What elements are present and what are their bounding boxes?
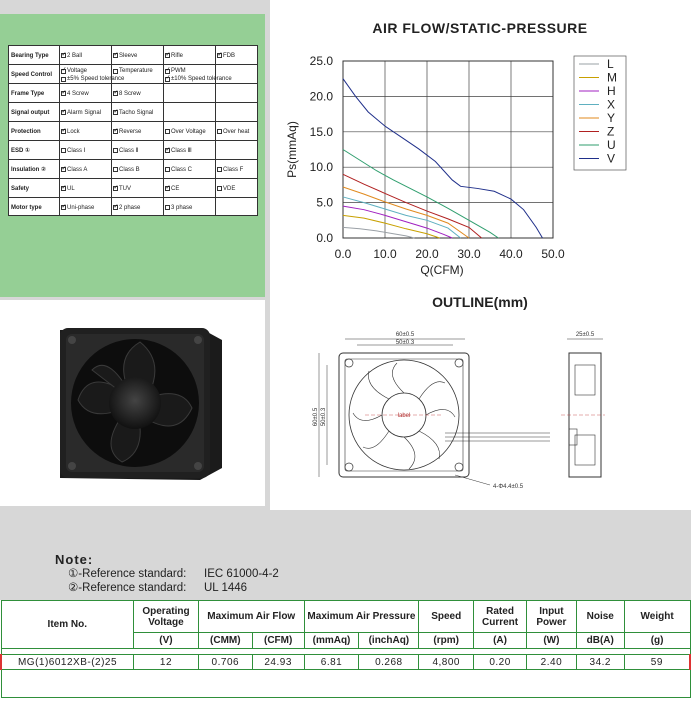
spec-option [165,53,183,59]
plot-frame [343,61,553,238]
unit-watt: (W) [526,633,576,649]
spec-row-label: Insulation ② [11,166,47,173]
spec-option [113,91,141,97]
spec-option [113,205,140,211]
unchecked-box-icon [165,129,170,134]
spec-option [113,167,140,173]
spec-option [61,53,82,59]
checked-box-icon [113,91,118,96]
checked-box-icon [165,53,170,58]
spec-option [61,167,87,173]
cell-cmm: 0.706 [198,655,252,670]
cell-noise: 34.2 [576,655,624,670]
y-axis-label: Ps(mmAq) [285,121,299,178]
header-item-no: Item No. [1,601,134,649]
spec-option-label: Class Ⅲ [171,147,192,154]
checked-box-icon [165,148,170,153]
spec-option [113,53,137,59]
legend-label: M [607,70,617,85]
spec-row-label: Signal output [11,109,50,116]
unit-mmaq: (mmAq) [304,633,359,649]
spec-option [217,186,235,192]
header-airflow: Maximum Air Flow [198,601,304,633]
dim-height: 60±0.5 [313,407,319,427]
spec-option [61,129,80,135]
checked-box-icon [61,69,66,74]
spec-option-label: Class C [171,166,193,173]
legend-label: Z [607,124,615,139]
spec-option [61,205,94,211]
spec-option [165,68,186,74]
unchecked-box-icon [113,69,118,74]
header-power: Input Power [526,601,576,633]
spec-option [113,110,153,116]
note-title: Note: [55,552,94,567]
unchecked-box-icon [217,186,222,191]
series-line-z [343,174,482,238]
spec-option-label: VDE [223,185,236,192]
table-bottom [1,670,690,698]
spec-option-label: TUV [119,185,131,192]
checked-box-icon [61,91,66,96]
note-2-value: UL 1446 [204,582,248,594]
checked-box-icon [165,77,170,82]
spec-row [9,141,257,160]
spec-option-label: 4 Screw [67,90,89,97]
spec-option-label: Uni-phase [67,204,95,211]
note-1-value: IEC 61000-4-2 [204,568,279,580]
spec-option-label: Alarm Signal [67,109,102,116]
right-edge [658,0,691,14]
cell-power: 2.40 [526,655,576,670]
y-tick-label: 0.0 [316,231,333,245]
spec-option-label: CE [171,185,180,192]
fan-photo-svg [0,300,265,506]
spec-option-label: Temperature [119,68,153,74]
spec-option-label: ±10% Speed tolerance [171,76,232,82]
unit-db: dB(A) [576,633,624,649]
dim-hole-spacing: 50±0.3 [395,340,415,346]
legend-label: Y [607,111,616,125]
checked-box-icon [113,129,118,134]
cell-rpm: 4,800 [419,655,474,670]
airflow-pressure-chart [282,42,642,292]
fan-photo [0,300,265,506]
spec-row-label: Frame Type [11,90,45,97]
checked-box-icon [113,205,118,210]
x-tick-label: 20.0 [415,247,439,261]
spec-row-label: ESD ① [11,147,31,154]
spec-option-label: Class Ⅱ [119,147,139,154]
spec-row [9,198,257,217]
outline-drawing [305,325,605,495]
spec-option-label: Class Ⅰ [67,147,86,154]
spec-option [113,186,131,192]
header-current: Rated Current [474,601,527,633]
spec-option-label: Over heat [223,128,250,135]
checked-box-icon [113,53,118,58]
unchecked-box-icon [61,77,66,82]
spec-option [61,186,75,192]
spec-option [217,53,235,59]
spec-option-label: Reverse [119,128,142,135]
spec-option [217,129,249,135]
spec-option-label: 2 Ball [67,52,83,59]
spec-option [165,148,192,154]
unit-amp: (A) [474,633,527,649]
y-tick-label: 5.0 [316,195,333,210]
checked-box-icon [61,186,66,191]
y-tick-label: 20.0 [309,89,333,104]
spec-option [165,129,206,135]
checked-box-icon [165,69,170,74]
spec-row [9,179,257,198]
spec-option-label: UL [67,185,75,192]
y-tick-label: 25.0 [309,54,333,68]
y-tick-label: 15.0 [309,124,333,139]
spec-option [61,110,101,116]
legend-label: U [607,138,616,152]
x-tick-label: 30.0 [457,247,481,261]
checked-box-icon [61,129,66,134]
legend-label: H [607,84,616,98]
cell-inchaq: 0.268 [359,655,419,670]
cell-item-no: MG(1)6012XB-(2)25 [1,655,134,670]
spec-option-label: 8 Screw [119,90,141,97]
spec-option-label: ±5% Speed tolerance [67,76,125,82]
checked-box-icon [61,167,66,172]
unchecked-box-icon [217,167,222,172]
spec-option-label: Over Voltage [171,128,206,135]
spec-row-label: Bearing Type [11,52,49,59]
spec-option [61,91,89,97]
spec-option-label: 2 phase [119,204,141,211]
spec-row [9,65,257,84]
spec-row [9,160,257,179]
table-row [1,655,690,670]
checked-box-icon [61,110,66,115]
spec-option-label: Sleeve [119,52,138,59]
unchecked-box-icon [113,148,118,153]
dim-mount-holes: 4-Φ4.4±0.5 [493,484,524,490]
header-weight: Weight [624,601,690,633]
unchecked-box-icon [113,167,118,172]
cell-weight: 59 [624,655,690,670]
series-line-h [343,206,452,238]
spec-option [61,76,124,82]
spec-option-label: Tacho Signal [119,109,154,116]
spec-option-label: 3 phase [171,204,193,211]
dim-depth: 25±0.5 [575,332,595,338]
unit-rpm: (rpm) [419,633,474,649]
unchecked-box-icon [217,129,222,134]
header-noise: Noise [576,601,624,633]
spec-option-label: Class F [223,166,244,173]
note-line-1 [68,566,279,580]
spec-option [61,68,87,74]
header-pressure: Maximum Air Pressure [304,601,419,633]
spec-row-label: Motor type [11,204,42,211]
checked-box-icon [61,53,66,58]
note-1-key: ①-Reference standard: [68,568,187,580]
spec-option-label: Class A [67,166,88,173]
spec-option [113,129,141,135]
spec-options-table [8,45,258,216]
cell-voltage: 12 [134,655,199,670]
checked-box-icon [61,205,66,210]
spec-option [217,167,243,173]
checked-box-icon [165,186,170,191]
specification-table [0,600,691,698]
unit-cmm: (CMM) [198,633,252,649]
header-voltage: Operating Voltage [134,601,199,633]
spec-option [61,148,85,154]
series-line-u [343,150,498,239]
spec-row-label: Speed Control [11,71,53,78]
spec-option-label: Voltage [67,68,88,74]
x-tick-label: 0.0 [334,247,352,261]
x-tick-label: 10.0 [373,247,397,261]
legend-label: V [607,151,616,166]
checked-box-icon [113,186,118,191]
spec-option-label: FDB [223,52,235,59]
spec-option [113,68,153,74]
dim-width: 60±0.5 [395,332,415,338]
spec-option [165,186,179,192]
x-axis-label: Q(CFM) [420,263,464,277]
y-tick-label: 10.0 [309,160,333,175]
spec-row-label: Protection [11,128,41,135]
spec-row [9,122,257,141]
unit-cfm: (CFM) [252,633,304,649]
spec-option-label: Class B [119,166,140,173]
series-line-m [343,215,440,238]
unit-gram: (g) [624,633,690,649]
spec-row [9,84,257,103]
series-line-l [343,227,414,238]
header-speed: Speed [419,601,474,633]
checked-box-icon [217,53,222,58]
legend-box [574,56,626,170]
spec-row [9,103,257,122]
spec-option-label: Rifle [171,52,184,59]
legend-label: L [607,57,614,71]
spec-option-label: PWM [171,68,186,74]
unit-inchaq: (inchAq) [359,633,419,649]
spec-row-label: Safety [11,185,30,192]
spec-row [9,46,257,65]
cell-mmaq: 6.81 [304,655,359,670]
series-line-v [343,79,543,238]
outline-title: OUTLINE(mm) [432,294,528,310]
note-2-key: ②-Reference standard: [68,582,187,594]
cell-current: 0.20 [474,655,527,670]
legend-label: X [607,97,616,112]
spec-option-label: Lock [67,128,80,135]
unchecked-box-icon [165,205,170,210]
cell-cfm: 24.93 [252,655,304,670]
label-text: label [397,413,411,419]
spec-option [165,167,192,173]
unchecked-box-icon [61,148,66,153]
unit-voltage: (V) [134,633,199,649]
checked-box-icon [113,110,118,115]
x-tick-label: 50.0 [541,247,565,261]
spec-option [113,148,139,154]
unchecked-box-icon [165,167,170,172]
dim-height-hole: 50±0.3 [321,407,327,427]
note-line-2 [68,580,247,594]
spec-option [165,205,192,211]
chart-title: AIR FLOW/STATIC-PRESSURE [372,20,588,36]
x-tick-label: 40.0 [499,247,523,261]
spec-option [165,76,232,82]
